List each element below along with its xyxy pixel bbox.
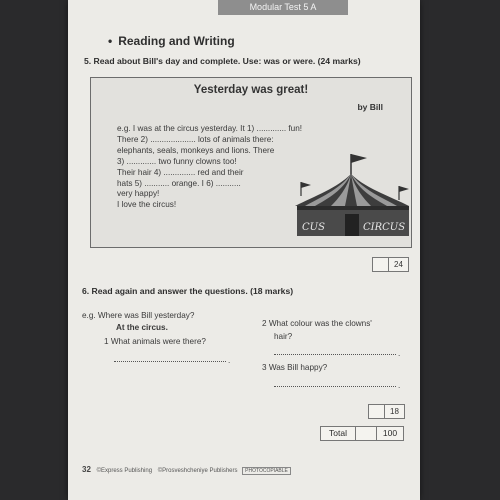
task6-score: 18 (384, 404, 405, 419)
question-1: 1 What animals were there? (104, 337, 206, 346)
photocopiable-stamp: PHOTOCOPIABLE (242, 467, 291, 475)
story-line: I love the circus! (117, 200, 177, 210)
question-3: 3 Was Bill happy? (262, 363, 328, 372)
story-author: by Bill (357, 102, 383, 112)
story-line: Their hair 4) .............. red and their (117, 167, 244, 177)
tent-sign-right: CIRCUS (363, 222, 406, 233)
total-label: Total (320, 426, 356, 441)
score-empty-box[interactable] (368, 404, 385, 419)
story-line: e.g. I was at the circus yesterday. It 1) ............. fun! (117, 124, 303, 133)
total-value: 100 (377, 426, 404, 441)
story-line: There 2) .................... lots of animals there: (117, 134, 274, 144)
publisher-1: ©Express Publishing (96, 468, 153, 474)
task5-score: 24 (388, 257, 409, 272)
flag-icon (351, 154, 367, 163)
worksheet-page (68, 0, 420, 500)
line-end-1: . (228, 356, 231, 365)
footer (82, 465, 291, 474)
tent-sign-left: CUS (302, 222, 325, 233)
story-text (117, 124, 302, 211)
answer-line-1[interactable] (114, 361, 226, 362)
test-header-tab: Modular Test 5 A (218, 0, 348, 15)
score-empty-box[interactable] (372, 257, 389, 272)
publisher-2: ©Prosveshcheniye Publishers (157, 468, 238, 474)
total-blank[interactable] (356, 426, 377, 441)
example-answer: At the circus. (116, 323, 168, 332)
task5-instruction: 5. Read about Bill's day and complete. Use: was or were. (24 marks) (84, 56, 361, 66)
line-end-3: . (398, 381, 401, 390)
story-line: hats 5) ........... orange. I 6) ........... (117, 178, 241, 188)
question-2-cont: hair? (274, 332, 293, 341)
total-row (320, 426, 404, 441)
question-2: 2 What colour was the clowns' (262, 319, 372, 328)
story-line: very happy! (117, 189, 160, 199)
circus-tent-illustration (289, 148, 414, 243)
section-title: Reading and Writing (118, 34, 235, 48)
page-number: 32 (82, 465, 91, 474)
answer-line-2[interactable] (274, 354, 396, 355)
answer-line-3[interactable] (274, 386, 396, 387)
section-heading (108, 34, 235, 48)
bullet: • (108, 34, 113, 48)
story-line: elephants, seals, monkeys and lions. There (117, 145, 275, 155)
example-question: e.g. Where was Bill yesterday? (82, 311, 195, 320)
line-end-2: . (398, 349, 401, 358)
story-box (90, 77, 412, 248)
task6-instruction: 6. Read again and answer the questions. (18 marks) (82, 286, 294, 296)
story-line: 3) ............. two funny clowns too! (117, 156, 237, 166)
story-title: Yesterday was great! (193, 84, 309, 96)
